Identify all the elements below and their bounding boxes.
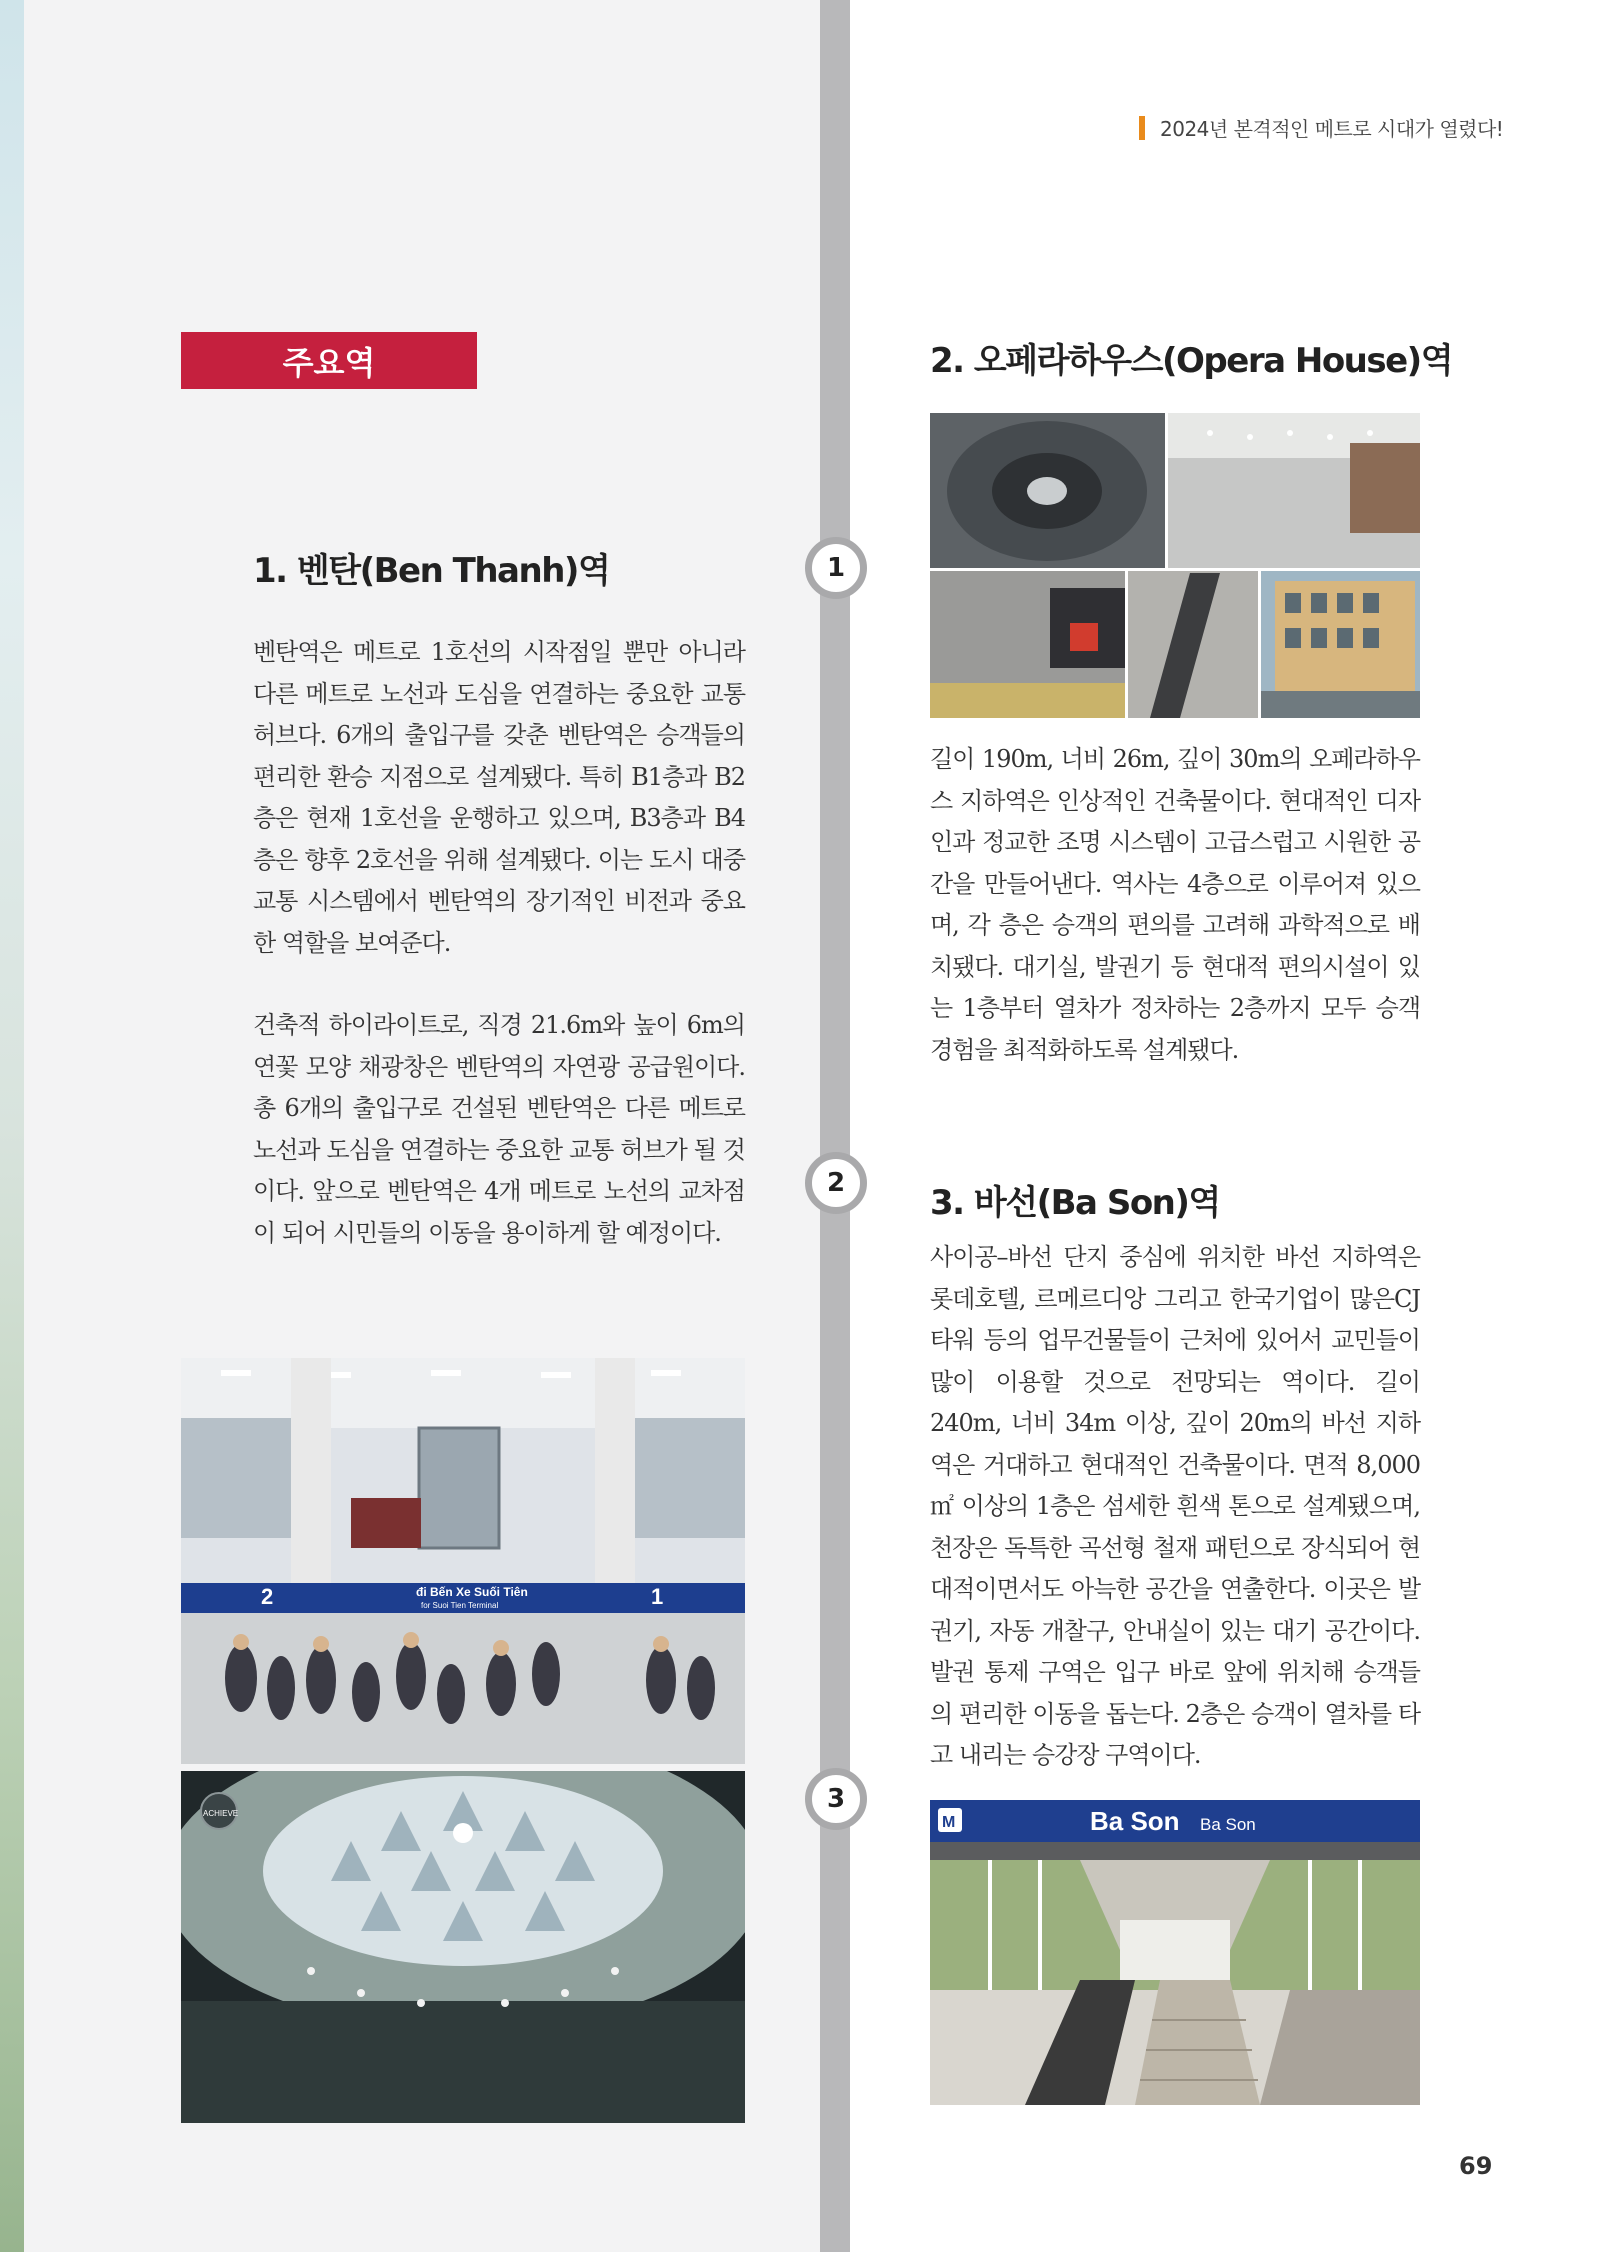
page-number: 69 [1459, 2152, 1493, 2180]
ba-son-entrance-photo [930, 1800, 1420, 2105]
timeline-marker-2: 2 [805, 1152, 867, 1214]
ba-son-sign-icon: M [942, 1814, 956, 1831]
ba-son-sign-name: Ba Son [1090, 1806, 1180, 1836]
station-1-title: 1. 벤탄(Ben Thanh)역 [253, 551, 610, 591]
ba-son-sign-name-small: Ba Son [1200, 1815, 1256, 1834]
station-1-paragraph-2: 건축적 하이라이트로, 직경 21.6m와 높이 6m의 연꽃 모양 채광창은 벤탄역의 자연광 공급원이다. 총 6개의 출입구로 건설된 벤탄역은 다른 메트로 노선과 도심을 연결하는 중요한 교통 허브가 될 것이다. 앞으로 벤탄역은 4개 메트로 노선의 교차점이 되어 시민들의 이동을 용이하게 할 예정이다. [253, 1011, 745, 1247]
section-label: 주요역 [181, 332, 477, 389]
timeline-marker-3: 3 [805, 1768, 867, 1830]
station-1-text [253, 632, 745, 1254]
station-2-text [930, 739, 1420, 1071]
station-1-paragraph-1: 벤탄역은 메트로 1호선의 시작점일 뿐만 아니라 다른 메트로 노선과 도심을 연결하는 중요한 교통 허브다. 6개의 출입구를 갖춘 벤탄역은 승객들의 편리한 환승 지점으로 설계됐다. 특히 B1층과 B2층은 현재 1호선을 운행하고 있으며, B3층과 B4층은 향후 2호선을 위해 설계됐다. 이는 도시 대중교통 시스템에서 벤탄역의 장기적인 비전과 중요한 역할을 보여준다. [253, 638, 745, 957]
header-accent-bar [1139, 116, 1145, 140]
photo-sign-platform-left: 2 [261, 1584, 274, 1609]
station-3-paragraph-1: 사이공–바선 단지 중심에 위치한 바선 지하역은 롯데호텔, 르메르디앙 그리고 한국기업이 많은CJ타워 등의 업무건물들이 근처에 있어서 교민들이 많이 이용할 것으로 전망되는 역이다. 길이 240m, 너비 34m 이상, 깊이 20m의 바선 지하역은 거대하고 현대적인 건축물이다. 면적 8,000㎡ 이상의 1층은 섬세한 흰색 톤으로 설계됐으며, 천장은 독특한 곡선형 철재 패턴으로 장식되어 현대적이면서도 아늑한 공간을 연출한다. 이곳은 발권기, 자동 개찰구, 안내실이 있는 대기 공간이다. 발권 통제 구역은 입구 바로 앞에 위치해 승객들의 편리한 이동을 돕는다. 2층은 승객이 열차를 타고 내리는 승강장 구역이다. [930, 1243, 1420, 1769]
ben-thanh-skylight-photo [181, 1771, 745, 2123]
station-3-text [930, 1237, 1420, 1777]
photo-sign-destination: đi Bến Xe Suối Tiên [416, 1585, 528, 1599]
ben-thanh-concourse-photo [181, 1358, 745, 1764]
opera-house-collage-photo [930, 413, 1420, 718]
station-2-title: 2. 오페라하우스(Opera House)역 [930, 341, 1453, 381]
timeline-divider [820, 0, 850, 2252]
running-header: 2024년 본격적인 메트로 시대가 열렸다! [1160, 117, 1504, 141]
timeline-marker-1: 1 [805, 537, 867, 599]
photo-logo-text: ACHIEVE [203, 1809, 239, 1818]
photo-sign-platform-right: 1 [651, 1584, 664, 1609]
station-3-title: 3. 바선(Ba Son)역 [930, 1183, 1220, 1223]
station-2-paragraph-1: 길이 190m, 너비 26m, 깊이 30m의 오페라하우스 지하역은 인상적인 건축물이다. 현대적인 디자인과 정교한 조명 시스템이 고급스럽고 시원한 공간을 만들어낸다. 역사는 4층으로 이루어져 있으며, 각 층은 승객의 편의를 고려해 과학적으로 배치됐다. 대기실, 발권기 등 현대적 편의시설이 있는 1층부터 열차가 정차하는 2층까지 모두 승객 경험을 최적화하도록 설계됐다. [930, 745, 1420, 1064]
map-strip-edge [0, 0, 24, 2252]
photo-sign-destination-en: for Suoi Tien Terminal [421, 1601, 499, 1610]
